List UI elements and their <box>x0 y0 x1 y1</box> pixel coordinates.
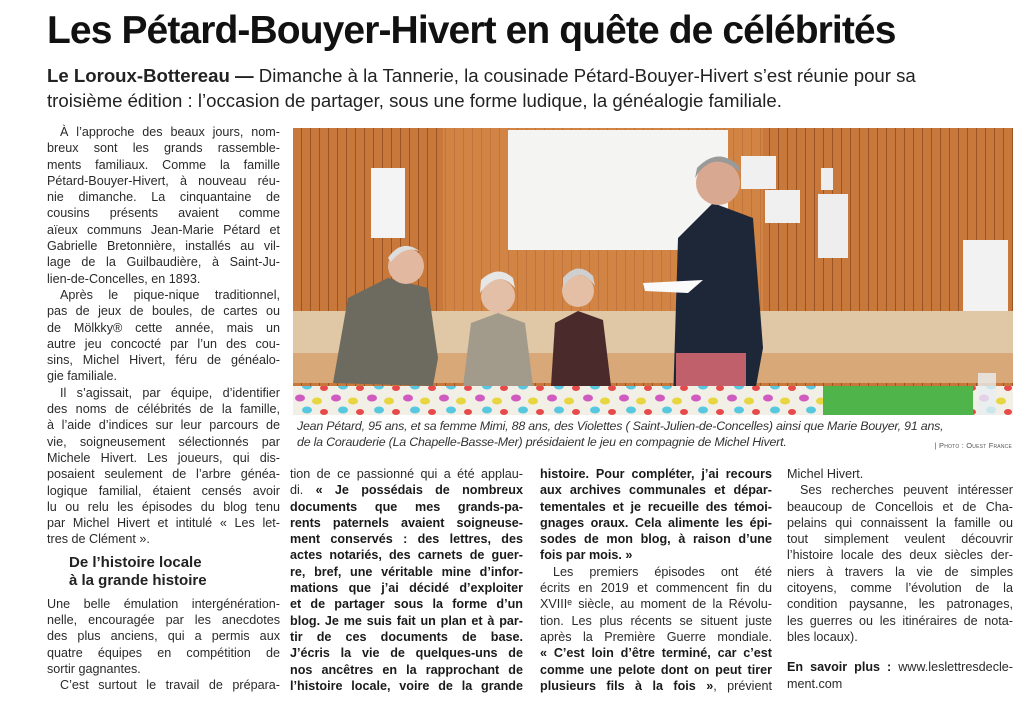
text-line <box>290 596 523 612</box>
article-column-2 <box>290 466 523 694</box>
paragraph <box>540 564 772 694</box>
paragraph <box>47 385 280 548</box>
paragraph <box>787 482 1013 645</box>
text-line <box>540 531 772 547</box>
text-line <box>540 662 772 678</box>
text-line: ment.com <box>787 676 843 691</box>
text-line: Pétard-Bouyer-Hivert, à nouveau réu- <box>47 173 280 188</box>
text-line: De l’histoire locale <box>69 553 202 571</box>
article-title: Les Pétard-Bouyer-Hivert en quête de célébrités <box>47 9 896 52</box>
text-line <box>540 645 772 661</box>
text-segment: www.leslettresdecle- <box>891 660 1013 675</box>
text-line <box>540 482 772 498</box>
text-line: C’est surtout le travail de prépara- <box>60 678 280 693</box>
article-photo <box>293 128 1013 415</box>
bold-quote-text: comme une pelote dont on peut tirer <box>540 662 772 677</box>
text-line <box>290 547 523 563</box>
bold-quote-text: fois par mois. » <box>540 548 633 563</box>
text-line: tres de Clément ». <box>47 532 150 547</box>
text-line: vie, soigneusement sélectionnés par <box>47 434 280 449</box>
text-line: les guerres ou les itinéraires de nota- <box>787 613 1013 628</box>
text-line: sins, Michel Hivert, féru de généalo- <box>47 353 280 368</box>
paragraph <box>47 596 280 677</box>
text-line: bles locaux). <box>787 629 858 644</box>
text-line: après la Première Guerre mondiale. <box>540 629 772 644</box>
paragraph <box>47 287 280 385</box>
text-line: condition paysanne, les patronages, <box>787 597 1013 612</box>
text-line: ments familiaux. Comme la famille <box>47 157 280 172</box>
bold-quote-text: documents que mes grands-pa- <box>290 499 523 514</box>
text-line: quatre équipes en compétition de <box>47 645 280 660</box>
text-line <box>290 515 523 531</box>
text-line <box>540 678 772 694</box>
bold-quote-text: sodes de mon blog, à raison d’une <box>540 532 772 547</box>
text-line <box>540 547 772 563</box>
text-line: nie dimanche. La cinquantaine de <box>47 190 280 205</box>
text-line: aïeux communs Jean-Marie Pétard et <box>47 222 280 237</box>
caption-line-2: de la Corauderie (La Chapelle-Basse-Mer) présidaient le jeu en compagnie de Michel Hivert. <box>297 435 787 449</box>
text-line <box>290 499 523 515</box>
bold-quote-text: plusieurs fils à la fois » <box>540 678 714 693</box>
text-line: citoyens, comme l’évolution de la <box>787 581 1013 596</box>
text-line <box>290 482 523 498</box>
paragraph <box>47 677 280 693</box>
text-line: Après le pique-nique traditionnel, <box>60 287 280 302</box>
paragraph-gap <box>787 645 1013 659</box>
article-column-4 <box>787 466 1013 692</box>
bold-quote-text: nos ancêtres en la rapprochant de <box>290 662 523 677</box>
text-line: à l’aide d’indices sur leur parcours de <box>47 418 280 433</box>
text-line <box>290 645 523 661</box>
bold-quote-text: actes notariés, des carnets de guer- <box>290 548 523 563</box>
text-line: Les premiers épisodes ont été <box>553 564 772 579</box>
text-line: Il s’agissait, par équipe, d’identifier <box>60 385 280 400</box>
text-line: Michel Hivert. <box>787 467 864 481</box>
text-line: À l’approche des beaux jours, nom- <box>60 125 280 139</box>
section-heading <box>47 554 280 590</box>
bold-quote-text: tementales et je recueille des témoi- <box>540 499 772 514</box>
text-line: XVIIIᵉ siècle, au moment de la Révolu- <box>540 597 772 612</box>
text-line: breux sont les grands rassemble- <box>47 141 280 156</box>
text-line: de Mölkky® cette année, mais un <box>47 320 280 335</box>
paragraph <box>47 124 280 287</box>
bold-quote-text: histoire. Pour compléter, j’ai recours <box>540 467 772 481</box>
text-line: lien-de-Concelles, en 1893. <box>47 271 201 286</box>
text-line: des noms de célébrités de la famille, <box>47 402 280 417</box>
bold-quote-text: J’écris la vie de quelques-uns de <box>290 646 523 661</box>
text-line <box>290 662 523 678</box>
text-line: gie familiale. <box>47 369 117 384</box>
text-line: tion de ce passionné qui a été applau- <box>290 467 523 481</box>
bold-quote-text: blog. Je me suis fait un plan et à par- <box>290 613 523 628</box>
text-line: cousins présents avaient comme <box>47 206 280 221</box>
text-line: lage de la Guilbaudière, à Saint-Ju- <box>47 255 280 270</box>
text-line: niers à travers la vie de simples <box>787 564 1013 579</box>
article-column-3 <box>540 466 772 694</box>
bold-quote-text: aux archives communales et dépar- <box>540 483 772 498</box>
text-line: pas de jeux de boules, de cartes ou <box>47 304 280 319</box>
bold-quote-text: l’histoire locale, voire de la grande <box>290 678 523 693</box>
text-line: Ses recherches peuvent intéresser <box>800 483 1013 498</box>
text-line: beaucoup de Concellois et de Cha- <box>787 499 1013 514</box>
text-line <box>290 678 523 694</box>
text-line: des plus anciens, qui a permis aux <box>47 629 280 644</box>
text-line: tout simplement veulent découvrir <box>787 532 1013 547</box>
text-line: Gabrielle Bretonnière, installés au vil- <box>47 239 280 254</box>
bold-quote-text: « Je possédais de nombreux <box>315 483 523 498</box>
text-line <box>290 580 523 596</box>
text-line <box>290 613 523 629</box>
paragraph <box>787 466 1013 482</box>
bold-quote-text: mations que j’ai décidé d’exploiter <box>290 581 523 596</box>
bold-quote-text: gnages oraux. Cela alimente les épi- <box>540 515 772 530</box>
text-line: lu ou relu les épisodes du blog tenu <box>47 499 280 514</box>
text-line: logique familial, étaient censés avoir <box>47 483 280 498</box>
text-line: tion. Les plus récents se situent juste <box>540 613 772 628</box>
paragraph <box>540 466 772 564</box>
text-line: à la grande histoire <box>69 571 207 589</box>
text-line: Une belle émulation intergénération- <box>47 596 280 611</box>
bold-quote-text: re, bref, une véritable mine d’infor- <box>290 564 523 579</box>
text-line: sortir gagnantes. <box>47 661 141 676</box>
text-line: autre jeu concocté par l’un des cou- <box>47 336 280 351</box>
text-line <box>787 659 1013 675</box>
bold-quote-text: ment conservés : des lettres, des <box>290 532 523 547</box>
bold-quote-text: En savoir plus : <box>787 660 892 675</box>
text-line <box>540 466 772 482</box>
text-line: nelle, encouragée par les anecdotes <box>47 613 280 628</box>
lead-text: Dimanche à la Tannerie, la cousinade Pétard-Bouyer-Hivert s’est réunie pour sa troisième édition : l’occasion de partager, sous une forme ludique, la généalogie familiale. <box>47 65 916 111</box>
text-segment: , prévient <box>713 678 772 693</box>
text-segment: di. <box>290 483 316 498</box>
paragraph <box>787 659 1013 692</box>
text-line <box>540 515 772 531</box>
photo-credit: | Photo : Ouest France <box>934 441 1012 450</box>
bold-quote-text: et de partager sous la forme d’un <box>290 597 523 612</box>
text-line: pelains qui connaissent la famille ou <box>787 515 1013 530</box>
bold-quote-text: rents paternels avaient soigneuse- <box>290 515 523 530</box>
text-line <box>290 629 523 645</box>
lead-location: Le Loroux-Bottereau — <box>47 65 254 86</box>
text-line <box>290 564 523 580</box>
text-line: par Michel Hivert et intitulé « Les let- <box>47 516 280 531</box>
bold-quote-text: « C’est loin d’être terminé, car c’est <box>540 646 772 661</box>
text-line: écrits en 2019 et commencent fin du <box>540 581 772 596</box>
text-line: Michele Hivert. Les joueurs, qui dis- <box>47 450 280 465</box>
article-column-1 <box>47 124 280 694</box>
caption-line-1: Jean Pétard, 95 ans, et sa femme Mimi, 88 ans, des Violettes ( Saint-Julien-de-Concelles) ainsi que Marie Bouyer, 91 ans, <box>297 419 944 433</box>
article-lead <box>47 63 947 113</box>
bold-quote-text: tir de ces documents de base. <box>290 629 523 644</box>
paragraph <box>290 466 523 694</box>
text-line: posaient seulement de l’arbre généa- <box>47 467 280 482</box>
text-line: l’histoire locale des deux siècles der- <box>787 548 1013 563</box>
photo-caption <box>297 418 1017 450</box>
text-line <box>540 499 772 515</box>
text-line <box>290 531 523 547</box>
